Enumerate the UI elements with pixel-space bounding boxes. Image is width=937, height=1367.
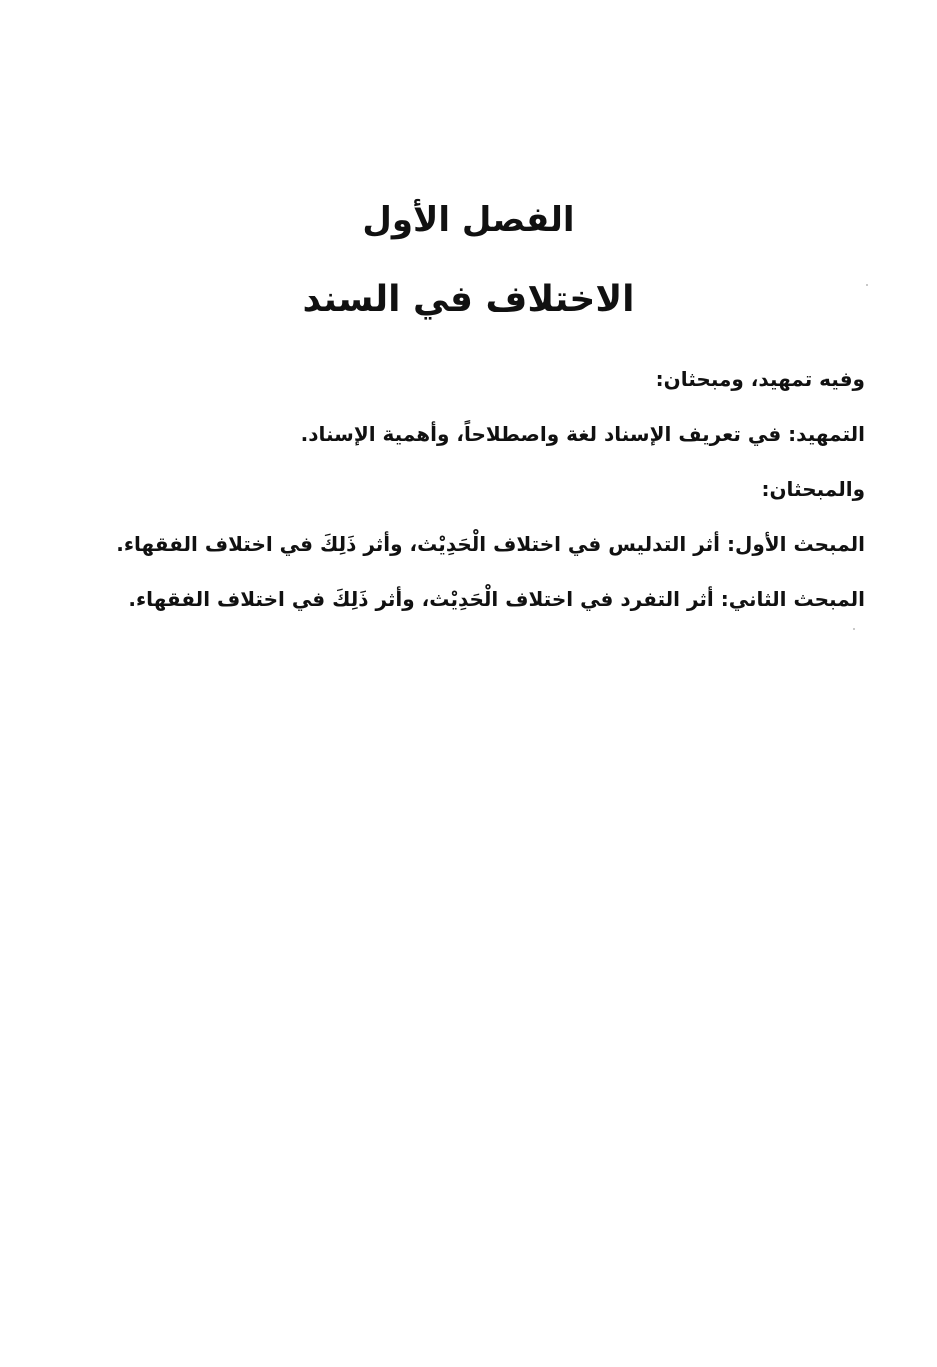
scan-speck — [853, 628, 855, 630]
sections-label-line: والمبحثان: — [761, 477, 865, 501]
chapter-number-heading: الفصل الأول — [362, 200, 575, 240]
tamheed-line: التمهيد: في تعريف الإسناد لغة واصطلاحاً، وأهمية الإسناد. — [300, 422, 865, 446]
scan-speck — [866, 284, 868, 286]
chapter-intro-line: وفيه تمهيد، ومبحثان: — [655, 367, 865, 391]
chapter-title-heading: الاختلاف في السند — [302, 279, 635, 320]
second-section-line: المبحث الثاني: أثر التفرد في اختلاف الْحَدِيْث، وأثر ذَلِكَ في اختلاف الفقهاء. — [128, 587, 865, 611]
first-section-line: المبحث الأول: أثر التدليس في اختلاف الْحَدِيْث، وأثر ذَلِكَ في اختلاف الفقهاء. — [116, 532, 865, 556]
